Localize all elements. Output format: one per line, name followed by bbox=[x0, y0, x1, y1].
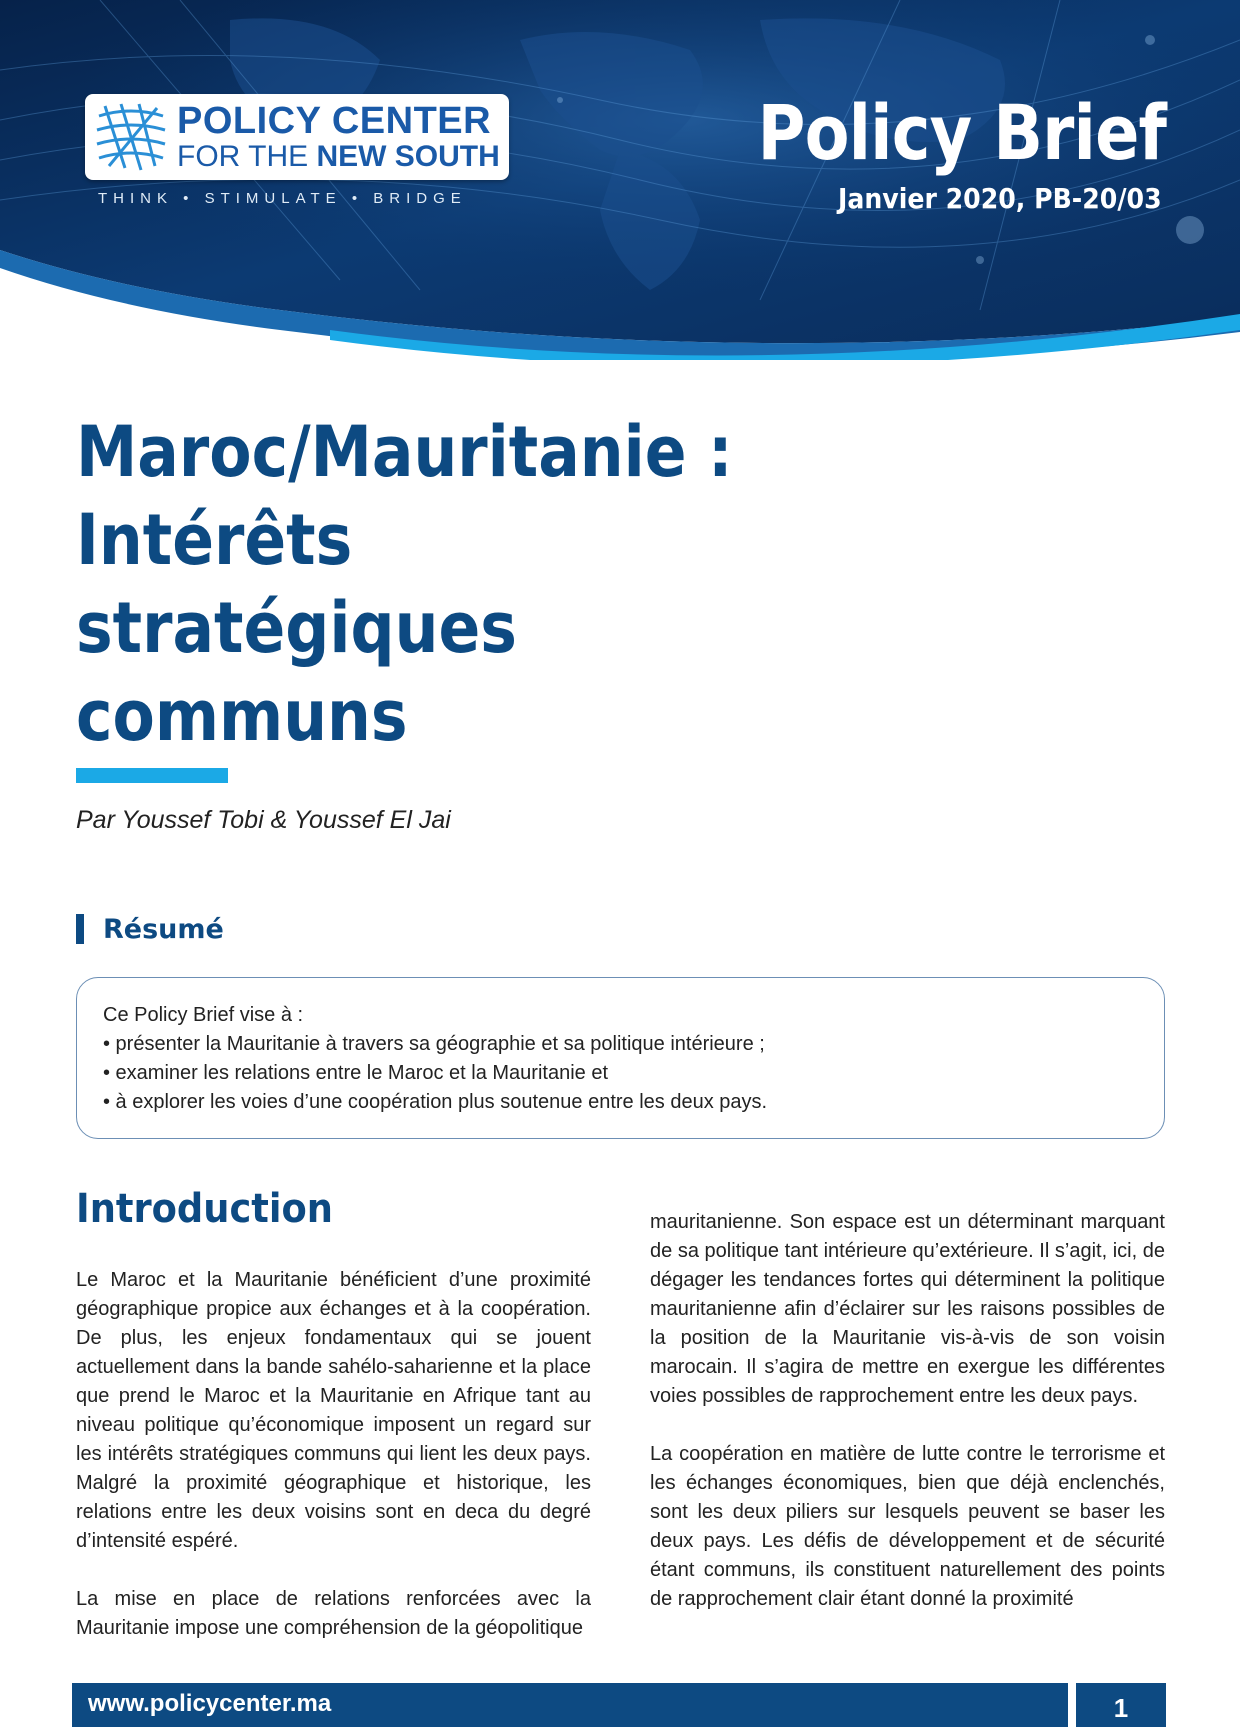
accent-divider bbox=[76, 768, 228, 783]
paragraph: Le Maroc et la Mauritanie bénéficient d’une proximité géographique propice aux échanges et à la coopération. De plus, les enjeux fondamentaux qui se jouent actuellement dans la bande sahélo-saharienne et la place que prend le Maroc et la Mauritanie en Afrique tant au niveau politique qu’économique imposent un regard sur les intérêts stratégiques communs qui lient les deux pays. Malgré la proximité géographique et historique, les relations entre les deux voisins sont en deca du degré d’intensité espéré. bbox=[76, 1269, 591, 1552]
footer-website-link[interactable]: www.policycenter.ma bbox=[88, 1690, 332, 1717]
logo-tagline: THINK • STIMULATE • BRIDGE bbox=[98, 190, 467, 207]
title-line-1: Maroc/Mauritanie : bbox=[76, 411, 733, 493]
title-line-3: communs bbox=[76, 675, 408, 757]
series-title: Policy Brief bbox=[757, 88, 1166, 177]
logo bbox=[85, 94, 509, 180]
header-background bbox=[0, 0, 1240, 360]
logo-line-1: POLICY CENTER bbox=[177, 100, 492, 142]
summary-box bbox=[76, 977, 1165, 1139]
summary-line: • à explorer les voies d’une coopération plus soutenue entre les deux pays. bbox=[103, 1091, 768, 1113]
paragraph: La coopération en matière de lutte contre le terrorisme et les échanges économiques, bien que déjà enclenchés, sont les deux piliers sur lesquels peuvent se baser les deux pays. Les défis de développement et de sécurité étant communs, ils constituent naturellement des points de rapprochement clair étant donné la proximité bbox=[650, 1443, 1165, 1610]
issue-date-reference: Janvier 2020, PB-20/03 bbox=[838, 182, 1162, 215]
logo-line-2: FOR THE NEW SOUTH bbox=[177, 140, 500, 173]
introduction-heading: Introduction bbox=[76, 1186, 333, 1232]
summary-line: • présenter la Mauritanie à travers sa géographie et sa politique intérieure ; bbox=[103, 1033, 765, 1055]
paragraph: La mise en place de relations renforcées avec la Mauritanie impose une compréhension de la géopolitique bbox=[76, 1588, 591, 1639]
paragraph: mauritanienne. Son espace est un déterminant marquant de sa politique tant intérieure qu’extérieure. Il s’agit, ici, de dégager les tendances fortes qui déterminent la politique mauritanienne afin d’éclairer sur les raisons possibles de la position de la Mauritanie vis-à-vis de son voisin marocain. Il s’agira de mettre en exergue les différentes voies possibles de rapprochement entre les deux pays. bbox=[650, 1211, 1165, 1407]
page-number: 1 bbox=[1076, 1683, 1166, 1727]
heading-marker bbox=[76, 914, 84, 944]
summary-heading-text: Résumé bbox=[103, 913, 224, 945]
document-title bbox=[76, 408, 780, 760]
globe-grid-icon bbox=[95, 102, 167, 172]
summary-line: • examiner les relations entre le Maroc et la Mauritanie et bbox=[103, 1062, 609, 1084]
authors-byline: Par Youssef Tobi & Youssef El Jai bbox=[76, 806, 451, 834]
header-banner bbox=[0, 0, 1240, 360]
title-line-2: Intérêts stratégiques bbox=[76, 499, 517, 669]
summary-heading bbox=[76, 913, 224, 945]
summary-line: Ce Policy Brief vise à : bbox=[103, 1004, 304, 1026]
body-column-right bbox=[650, 1208, 1165, 1643]
body-column-left bbox=[76, 1266, 591, 1672]
